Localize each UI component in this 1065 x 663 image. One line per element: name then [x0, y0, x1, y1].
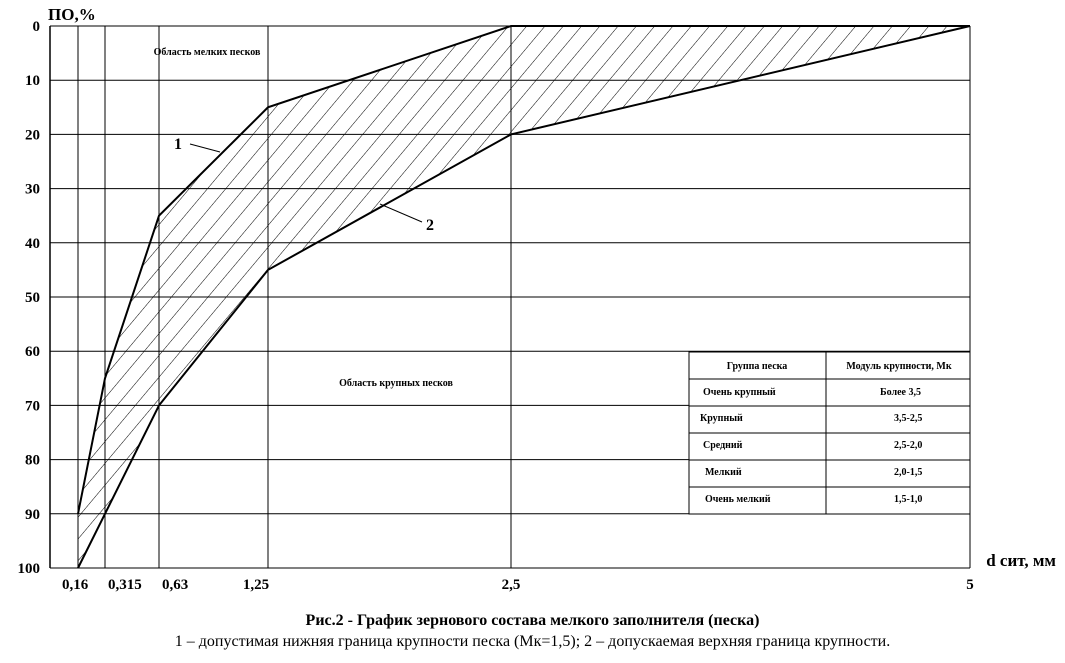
- y-axis-title: ПО,%: [48, 5, 96, 24]
- x-axis-title: d сит, мм: [986, 551, 1056, 570]
- x-tick-label: 2,5: [501, 577, 521, 593]
- x-tick-label: 0,315: [108, 577, 142, 593]
- table-header-modulus: Модуль крупности, Мк: [846, 361, 952, 372]
- y-tick-label: 0: [32, 19, 40, 35]
- y-tick-labels: [18, 19, 41, 577]
- y-tick-label: 90: [25, 506, 40, 523]
- region-coarse-sand: Область крупных песков: [339, 378, 453, 389]
- table-cell-modulus: 2,0-1,5: [894, 467, 923, 478]
- curve-1-leader: [190, 144, 220, 152]
- x-tick-label: 5: [966, 577, 974, 593]
- curve-2-label: 2: [426, 217, 434, 234]
- y-tick-label: 60: [25, 344, 40, 361]
- y-tick-label: 70: [25, 398, 40, 415]
- y-tick-label: 40: [25, 235, 40, 252]
- table-cell-group: Мелкий: [705, 467, 742, 478]
- y-tick-label: 20: [25, 127, 40, 144]
- curve-1-label: 1: [174, 136, 182, 153]
- table-cell-group: Средний: [703, 440, 743, 451]
- table-header-group: Группа песка: [726, 361, 788, 372]
- x-tick-label: 0,16: [62, 577, 89, 593]
- figure-caption: Рис.2 - График зернового состава мелкого заполнителя (песка): [305, 612, 760, 629]
- table-cell-modulus: 3,5-2,5: [894, 413, 923, 424]
- y-tick-label: 50: [25, 290, 40, 306]
- region-fine-sand: Область мелких песков: [153, 47, 261, 58]
- x-tick-label: 1,25: [242, 577, 270, 593]
- y-tick-label: 10: [25, 73, 40, 90]
- x-tick-label: 0,63: [162, 577, 189, 593]
- table-cell-group: Очень крупный: [703, 387, 776, 398]
- table-cell-modulus: 1,5-1,0: [894, 494, 923, 505]
- table-cell-group: Очень мелкий: [705, 494, 771, 505]
- sand-group-table: [689, 352, 970, 514]
- table-cell-modulus: Более 3,5: [880, 387, 921, 398]
- y-tick-label: 80: [25, 452, 40, 469]
- x-tick-labels: [62, 577, 974, 593]
- y-tick-label: 100: [17, 561, 40, 577]
- curve-2-leader: [380, 204, 422, 222]
- figure-legend-note: 1 – допустимая нижняя граница крупности песка (Мк=1,5); 2 – допускаемая верхняя граница крупности.: [174, 633, 891, 650]
- y-tick-label: 30: [25, 181, 40, 198]
- table-cell-modulus: 2,5-2,0: [894, 440, 923, 451]
- table-cell-group: Крупный: [700, 413, 743, 424]
